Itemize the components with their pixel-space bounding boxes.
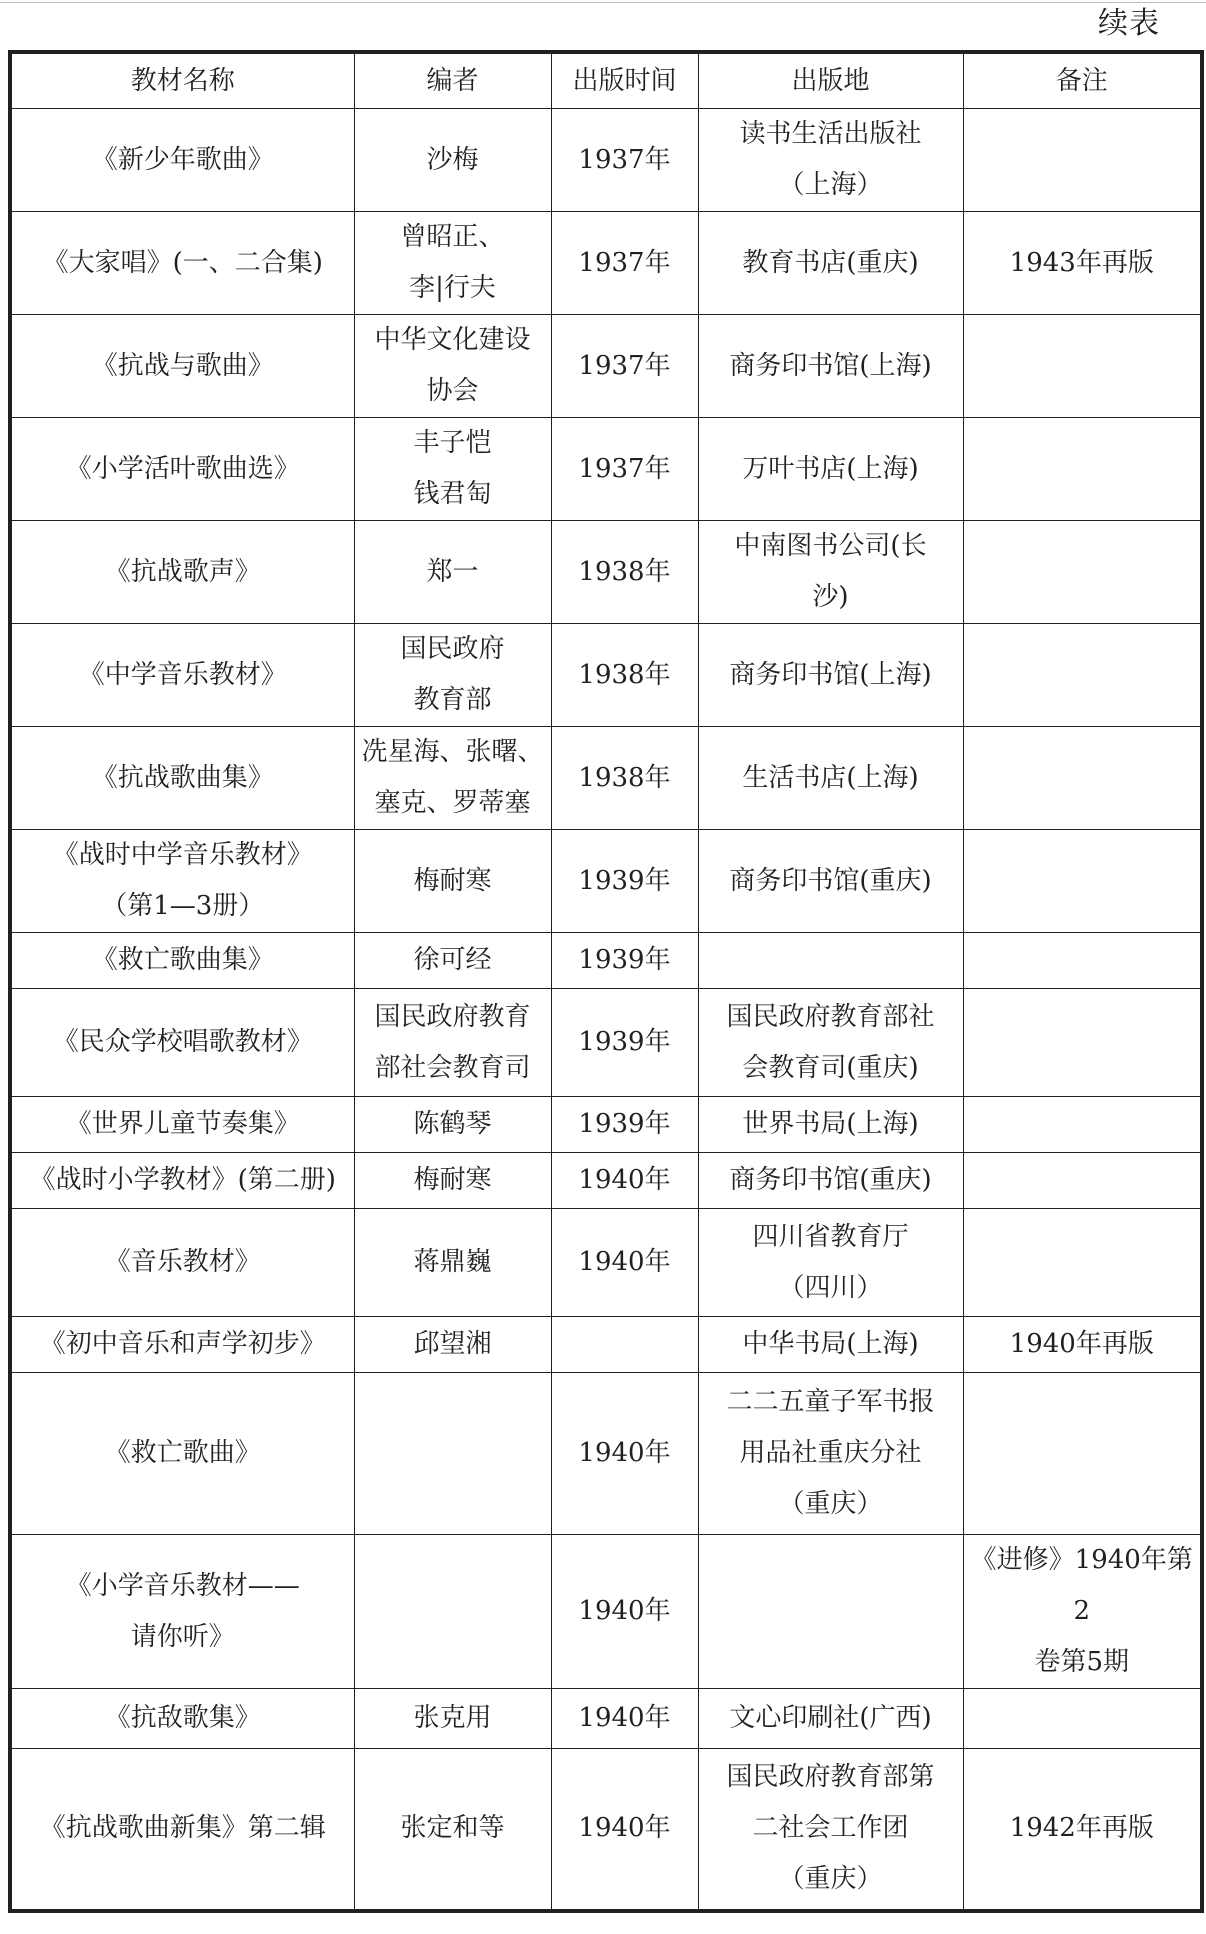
cell-editor: 张克用 xyxy=(354,1689,551,1749)
cell-editor: 邱望湘 xyxy=(354,1317,551,1373)
cell-title: 《小学音乐教材—— 请你听》 xyxy=(10,1535,354,1689)
cell-notes: 1940年再版 xyxy=(963,1317,1202,1373)
table-header-row xyxy=(10,52,1202,109)
table-row xyxy=(10,1535,1202,1689)
table-row xyxy=(10,212,1202,315)
cell-place: 中南图书公司(长 沙) xyxy=(698,521,963,624)
cell-title: 《中学音乐教材》 xyxy=(10,624,354,727)
cell-title: 《抗战歌曲集》 xyxy=(10,727,354,830)
cell-editor: 沙梅 xyxy=(354,109,551,212)
cell-editor: 徐可经 xyxy=(354,933,551,989)
cell-title: 《初中音乐和声学初步》 xyxy=(10,1317,354,1373)
cell-notes xyxy=(963,418,1202,521)
header-title: 教材名称 xyxy=(10,52,354,109)
table-row xyxy=(10,521,1202,624)
cell-date: 1938年 xyxy=(551,624,698,727)
header-editor: 编者 xyxy=(354,52,551,109)
cell-editor xyxy=(354,1535,551,1689)
table-row xyxy=(10,989,1202,1097)
cell-editor: 梅耐寒 xyxy=(354,830,551,933)
cell-place: 商务印书馆(重庆) xyxy=(698,830,963,933)
cell-notes xyxy=(963,1373,1202,1535)
cell-title: 《抗战歌曲新集》第二辑 xyxy=(10,1749,354,1911)
cell-editor: 中华文化建设 协会 xyxy=(354,315,551,418)
cell-place xyxy=(698,933,963,989)
cell-date: 1939年 xyxy=(551,1097,698,1153)
cell-title: 《民众学校唱歌教材》 xyxy=(10,989,354,1097)
cell-title: 《救亡歌曲》 xyxy=(10,1373,354,1535)
table-row xyxy=(10,109,1202,212)
cell-date: 1940年 xyxy=(551,1535,698,1689)
cell-title: 《大家唱》(一、二合集) xyxy=(10,212,354,315)
cell-notes xyxy=(963,1689,1202,1749)
cell-editor: 梅耐寒 xyxy=(354,1153,551,1209)
cell-date xyxy=(551,1317,698,1373)
cell-place: 二二五童子军书报 用品社重庆分社 （重庆） xyxy=(698,1373,963,1535)
cell-title: 《战时小学教材》(第二册) xyxy=(10,1153,354,1209)
table-row xyxy=(10,624,1202,727)
table-row xyxy=(10,418,1202,521)
table-row xyxy=(10,830,1202,933)
cell-place: 商务印书馆(上海) xyxy=(698,624,963,727)
cell-place: 中华书局(上海) xyxy=(698,1317,963,1373)
cell-notes xyxy=(963,933,1202,989)
cell-title: 《抗战与歌曲》 xyxy=(10,315,354,418)
cell-place xyxy=(698,1535,963,1689)
cell-date: 1937年 xyxy=(551,109,698,212)
cell-place: 商务印书馆(重庆) xyxy=(698,1153,963,1209)
cell-notes xyxy=(963,624,1202,727)
cell-place: 国民政府教育部社 会教育司(重庆) xyxy=(698,989,963,1097)
cell-date: 1940年 xyxy=(551,1373,698,1535)
cell-notes: 1943年再版 xyxy=(963,212,1202,315)
table-row xyxy=(10,727,1202,830)
cell-notes: 《进修》1940年第2 卷第5期 xyxy=(963,1535,1202,1689)
cell-place: 教育书店(重庆) xyxy=(698,212,963,315)
cell-editor: 蒋鼎巍 xyxy=(354,1209,551,1317)
cell-date: 1937年 xyxy=(551,418,698,521)
table-row xyxy=(10,1317,1202,1373)
header-place: 出版地 xyxy=(698,52,963,109)
cell-notes: 1942年再版 xyxy=(963,1749,1202,1911)
cell-title: 《救亡歌曲集》 xyxy=(10,933,354,989)
header-notes: 备注 xyxy=(963,52,1202,109)
table-row xyxy=(10,1373,1202,1535)
cell-title: 《抗敌歌集》 xyxy=(10,1689,354,1749)
cell-date: 1940年 xyxy=(551,1153,698,1209)
cell-editor: 郑一 xyxy=(354,521,551,624)
cell-notes xyxy=(963,315,1202,418)
cell-editor: 国民政府 教育部 xyxy=(354,624,551,727)
cell-place: 万叶书店(上海) xyxy=(698,418,963,521)
cell-notes xyxy=(963,727,1202,830)
table-row xyxy=(10,315,1202,418)
table-row xyxy=(10,1749,1202,1911)
table-row xyxy=(10,933,1202,989)
cell-place: 国民政府教育部第 二社会工作团 （重庆） xyxy=(698,1749,963,1911)
cell-place: 四川省教育厅 （四川） xyxy=(698,1209,963,1317)
continued-label: 续表 xyxy=(1098,6,1160,41)
cell-title: 《小学活叶歌曲选》 xyxy=(10,418,354,521)
cell-date: 1940年 xyxy=(551,1749,698,1911)
cell-notes xyxy=(963,109,1202,212)
table-row xyxy=(10,1689,1202,1749)
textbook-table xyxy=(8,50,1204,1913)
table-row xyxy=(10,1209,1202,1317)
cell-notes xyxy=(963,521,1202,624)
cell-editor: 国民政府教育 部社会教育司 xyxy=(354,989,551,1097)
cell-date: 1937年 xyxy=(551,315,698,418)
cell-place: 世界书局(上海) xyxy=(698,1097,963,1153)
header-date: 出版时间 xyxy=(551,52,698,109)
cell-title: 《新少年歌曲》 xyxy=(10,109,354,212)
cell-title: 《战时中学音乐教材》 （第1—3册） xyxy=(10,830,354,933)
cell-editor: 丰子恺 钱君匋 xyxy=(354,418,551,521)
cell-editor: 冼星海、张曙、 塞克、罗蒂塞 xyxy=(354,727,551,830)
cell-title: 《音乐教材》 xyxy=(10,1209,354,1317)
cell-date: 1938年 xyxy=(551,521,698,624)
cell-notes xyxy=(963,1153,1202,1209)
cell-editor xyxy=(354,1373,551,1535)
cell-date: 1937年 xyxy=(551,212,698,315)
cell-title: 《抗战歌声》 xyxy=(10,521,354,624)
cell-editor: 张定和等 xyxy=(354,1749,551,1911)
top-rule xyxy=(0,2,1206,3)
cell-notes xyxy=(963,1097,1202,1153)
cell-date: 1940年 xyxy=(551,1209,698,1317)
table-row xyxy=(10,1097,1202,1153)
cell-notes xyxy=(963,1209,1202,1317)
cell-notes xyxy=(963,830,1202,933)
cell-date: 1939年 xyxy=(551,830,698,933)
cell-editor: 曾昭正、 李|行夫 xyxy=(354,212,551,315)
cell-date: 1940年 xyxy=(551,1689,698,1749)
cell-title: 《世界儿童节奏集》 xyxy=(10,1097,354,1153)
cell-date: 1939年 xyxy=(551,989,698,1097)
cell-notes xyxy=(963,989,1202,1097)
cell-place: 商务印书馆(上海) xyxy=(698,315,963,418)
cell-date: 1938年 xyxy=(551,727,698,830)
table-row xyxy=(10,1153,1202,1209)
cell-place: 文心印刷社(广西) xyxy=(698,1689,963,1749)
cell-editor: 陈鹤琴 xyxy=(354,1097,551,1153)
cell-date: 1939年 xyxy=(551,933,698,989)
cell-place: 生活书店(上海) xyxy=(698,727,963,830)
cell-place: 读书生活出版社 （上海） xyxy=(698,109,963,212)
